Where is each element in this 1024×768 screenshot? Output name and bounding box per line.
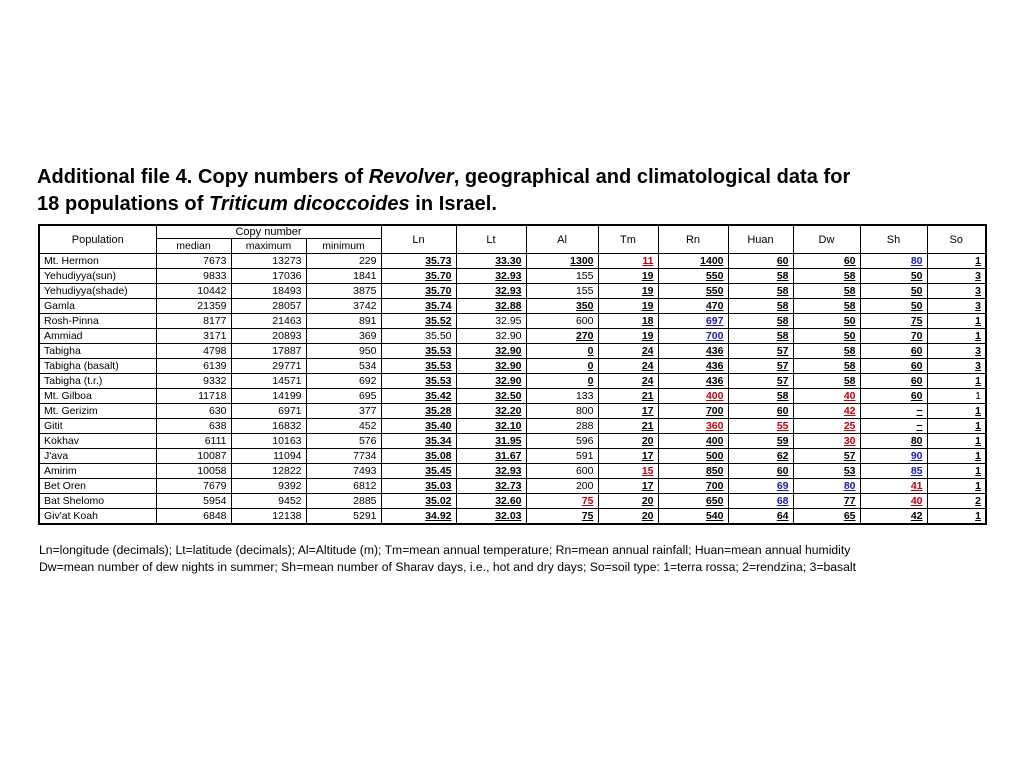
cell-dw: 65 (793, 509, 860, 525)
cell-dw: 58 (793, 284, 860, 299)
cell-huan: 57 (728, 344, 793, 359)
cell-maximum: 21463 (231, 314, 306, 329)
cell-huan: 59 (728, 434, 793, 449)
cell-huan: 60 (728, 464, 793, 479)
cell-al: 600 (526, 314, 598, 329)
cell-minimum: 6812 (306, 479, 381, 494)
cell-al: 75 (526, 509, 598, 525)
cell-sh: 60 (860, 389, 927, 404)
cell-tm: 19 (598, 284, 658, 299)
cell-lt: 32.50 (456, 389, 526, 404)
cell-al: 133 (526, 389, 598, 404)
cell-so: 2 (927, 494, 986, 509)
cell-so: 1 (927, 329, 986, 344)
cell-median: 7679 (156, 479, 231, 494)
cell-dw: 58 (793, 374, 860, 389)
cell-sh: 85 (860, 464, 927, 479)
cell-name: Mt. Gerizim (39, 404, 156, 419)
cell-so: 3 (927, 269, 986, 284)
cell-rn: 1400 (658, 254, 728, 269)
cell-sh: 60 (860, 344, 927, 359)
title-species-element: Revolver (368, 166, 454, 188)
cell-sh: 90 (860, 449, 927, 464)
cell-so: 1 (927, 389, 986, 404)
cell-al: 270 (526, 329, 598, 344)
cell-ln: 35.53 (381, 344, 456, 359)
cell-sh: − (860, 419, 927, 434)
table-row (39, 284, 986, 299)
cell-lt: 32.90 (456, 329, 526, 344)
cell-maximum: 9392 (231, 479, 306, 494)
cell-ln: 35.45 (381, 464, 456, 479)
cell-so: 3 (927, 359, 986, 374)
cell-dw: 58 (793, 299, 860, 314)
cell-sh: 40 (860, 494, 927, 509)
title-species-name: Triticum dicoccoides (209, 193, 410, 215)
cell-median: 11718 (156, 389, 231, 404)
cell-rn: 650 (658, 494, 728, 509)
cell-median: 10058 (156, 464, 231, 479)
cell-rn: 436 (658, 359, 728, 374)
cell-dw: 30 (793, 434, 860, 449)
cell-ln: 35.08 (381, 449, 456, 464)
cell-dw: 53 (793, 464, 860, 479)
title-text-4: in Israel. (409, 193, 497, 215)
cell-dw: 25 (793, 419, 860, 434)
cell-huan: 58 (728, 389, 793, 404)
cell-ln: 35.70 (381, 269, 456, 284)
cell-rn: 700 (658, 329, 728, 344)
cell-maximum: 11094 (231, 449, 306, 464)
cell-name: Tabigha (basalt) (39, 359, 156, 374)
cell-minimum: 5291 (306, 509, 381, 525)
cell-ln: 35.42 (381, 389, 456, 404)
cell-huan: 57 (728, 359, 793, 374)
table-row (39, 449, 986, 464)
cell-lt: 32.95 (456, 314, 526, 329)
table-row (39, 494, 986, 509)
cell-name: Bet Oren (39, 479, 156, 494)
cell-name: Ammiad (39, 329, 156, 344)
cell-tm: 24 (598, 344, 658, 359)
cell-maximum: 13273 (231, 254, 306, 269)
cell-lt: 33.30 (456, 254, 526, 269)
cell-ln: 35.34 (381, 434, 456, 449)
cell-lt: 32.10 (456, 419, 526, 434)
cell-maximum: 16832 (231, 419, 306, 434)
cell-tm: 19 (598, 299, 658, 314)
cell-name: Tabigha (t.r.) (39, 374, 156, 389)
cell-al: 0 (526, 374, 598, 389)
header-sh: Sh (860, 225, 927, 254)
cell-al: 800 (526, 404, 598, 419)
cell-minimum: 2885 (306, 494, 381, 509)
table-row (39, 269, 986, 284)
cell-ln: 35.40 (381, 419, 456, 434)
cell-name: Giv'at Koah (39, 509, 156, 525)
cell-maximum: 14199 (231, 389, 306, 404)
cell-lt: 32.90 (456, 359, 526, 374)
cell-al: 288 (526, 419, 598, 434)
cell-rn: 400 (658, 434, 728, 449)
header-minimum: minimum (306, 239, 381, 254)
cell-tm: 24 (598, 359, 658, 374)
cell-rn: 436 (658, 344, 728, 359)
cell-lt: 32.93 (456, 269, 526, 284)
table-row (39, 359, 986, 374)
cell-tm: 19 (598, 269, 658, 284)
cell-minimum: 576 (306, 434, 381, 449)
cell-median: 4798 (156, 344, 231, 359)
cell-rn: 436 (658, 374, 728, 389)
cell-rn: 540 (658, 509, 728, 525)
cell-median: 8177 (156, 314, 231, 329)
table-row (39, 389, 986, 404)
cell-lt: 32.90 (456, 344, 526, 359)
cell-median: 10087 (156, 449, 231, 464)
cell-median: 21359 (156, 299, 231, 314)
cell-median: 630 (156, 404, 231, 419)
footnote-line-1: Ln=longitude (decimals); Lt=latitude (decimals); Al=Altitude (m); Tm=mean annual temperature; Rn=mean annual rainfall; Huan=mean annual humidity (39, 543, 851, 557)
cell-so: 3 (927, 284, 986, 299)
cell-lt: 32.03 (456, 509, 526, 525)
header-lt: Lt (456, 225, 526, 254)
table-row (39, 374, 986, 389)
cell-rn: 700 (658, 479, 728, 494)
cell-ln: 35.02 (381, 494, 456, 509)
cell-ln: 35.53 (381, 359, 456, 374)
cell-dw: 77 (793, 494, 860, 509)
cell-lt: 32.90 (456, 374, 526, 389)
header-rn: Rn (658, 225, 728, 254)
cell-name: Amirim (39, 464, 156, 479)
cell-rn: 550 (658, 269, 728, 284)
cell-median: 638 (156, 419, 231, 434)
cell-so: 1 (927, 404, 986, 419)
cell-maximum: 29771 (231, 359, 306, 374)
cell-sh: 50 (860, 299, 927, 314)
cell-maximum: 12138 (231, 509, 306, 525)
cell-huan: 58 (728, 284, 793, 299)
cell-sh: 50 (860, 269, 927, 284)
cell-rn: 500 (658, 449, 728, 464)
cell-maximum: 14571 (231, 374, 306, 389)
table-row (39, 314, 986, 329)
cell-lt: 32.20 (456, 404, 526, 419)
cell-minimum: 3742 (306, 299, 381, 314)
cell-name: Bat Shelomo (39, 494, 156, 509)
cell-so: 1 (927, 479, 986, 494)
cell-huan: 58 (728, 299, 793, 314)
cell-al: 600 (526, 464, 598, 479)
footnotes (39, 542, 1019, 576)
table-row (39, 419, 986, 434)
cell-tm: 18 (598, 314, 658, 329)
cell-al: 591 (526, 449, 598, 464)
cell-median: 10442 (156, 284, 231, 299)
cell-lt: 32.93 (456, 284, 526, 299)
header-ln: Ln (381, 225, 456, 254)
cell-tm: 15 (598, 464, 658, 479)
cell-dw: 42 (793, 404, 860, 419)
table-row (39, 434, 986, 449)
header-maximum: maximum (231, 239, 306, 254)
cell-ln: 35.50 (381, 329, 456, 344)
cell-al: 200 (526, 479, 598, 494)
cell-minimum: 452 (306, 419, 381, 434)
cell-ln: 35.74 (381, 299, 456, 314)
cell-dw: 57 (793, 449, 860, 464)
cell-lt: 32.60 (456, 494, 526, 509)
cell-al: 75 (526, 494, 598, 509)
cell-dw: 40 (793, 389, 860, 404)
cell-al: 350 (526, 299, 598, 314)
cell-sh: 60 (860, 374, 927, 389)
cell-minimum: 692 (306, 374, 381, 389)
cell-dw: 58 (793, 269, 860, 284)
cell-rn: 360 (658, 419, 728, 434)
cell-sh: 50 (860, 284, 927, 299)
cell-sh: 70 (860, 329, 927, 344)
title-text: Additional file 4. Copy numbers of (37, 166, 369, 188)
cell-so: 1 (927, 449, 986, 464)
cell-minimum: 229 (306, 254, 381, 269)
cell-lt: 31.67 (456, 449, 526, 464)
cell-maximum: 12822 (231, 464, 306, 479)
cell-huan: 58 (728, 314, 793, 329)
cell-maximum: 6971 (231, 404, 306, 419)
cell-ln: 34.92 (381, 509, 456, 525)
cell-sh: 60 (860, 359, 927, 374)
table-row (39, 404, 986, 419)
cell-ln: 35.70 (381, 284, 456, 299)
cell-al: 155 (526, 269, 598, 284)
cell-name: Yehudiyya(sun) (39, 269, 156, 284)
cell-tm: 11 (598, 254, 658, 269)
cell-huan: 62 (728, 449, 793, 464)
cell-sh: 75 (860, 314, 927, 329)
cell-sh: 80 (860, 434, 927, 449)
header-huan: Huan (728, 225, 793, 254)
table-row (39, 464, 986, 479)
cell-rn: 850 (658, 464, 728, 479)
table-row (39, 254, 986, 269)
cell-so: 1 (927, 509, 986, 525)
cell-tm: 21 (598, 419, 658, 434)
cell-rn: 470 (658, 299, 728, 314)
cell-tm: 20 (598, 434, 658, 449)
cell-median: 6111 (156, 434, 231, 449)
cell-dw: 80 (793, 479, 860, 494)
data-table (38, 224, 987, 525)
table-row (39, 299, 986, 314)
cell-ln: 35.03 (381, 479, 456, 494)
cell-rn: 700 (658, 404, 728, 419)
title-text-3: 18 populations of (37, 193, 210, 215)
cell-tm: 20 (598, 494, 658, 509)
cell-minimum: 891 (306, 314, 381, 329)
cell-name: Mt. Gilboa (39, 389, 156, 404)
header-population: Population (71, 233, 124, 246)
cell-maximum: 9452 (231, 494, 306, 509)
cell-ln: 35.53 (381, 374, 456, 389)
cell-median: 7673 (156, 254, 231, 269)
cell-name: Tabigha (39, 344, 156, 359)
cell-median: 5954 (156, 494, 231, 509)
cell-tm: 20 (598, 509, 658, 525)
cell-al: 1300 (526, 254, 598, 269)
cell-huan: 64 (728, 509, 793, 525)
cell-tm: 24 (598, 374, 658, 389)
cell-ln: 35.28 (381, 404, 456, 419)
cell-name: Kokhav (39, 434, 156, 449)
cell-huan: 58 (728, 329, 793, 344)
cell-huan: 60 (728, 404, 793, 419)
table-row (39, 329, 986, 344)
header-median: median (156, 239, 231, 254)
cell-ln: 35.52 (381, 314, 456, 329)
cell-tm: 17 (598, 449, 658, 464)
cell-minimum: 3875 (306, 284, 381, 299)
cell-maximum: 18493 (231, 284, 306, 299)
cell-minimum: 1841 (306, 269, 381, 284)
cell-name: J'ava (39, 449, 156, 464)
cell-maximum: 17036 (231, 269, 306, 284)
cell-minimum: 950 (306, 344, 381, 359)
cell-minimum: 695 (306, 389, 381, 404)
cell-dw: 60 (793, 254, 860, 269)
cell-huan: 58 (728, 269, 793, 284)
cell-name: Gamla (39, 299, 156, 314)
cell-tm: 17 (598, 479, 658, 494)
cell-minimum: 7493 (306, 464, 381, 479)
cell-huan: 57 (728, 374, 793, 389)
header-dw: Dw (793, 225, 860, 254)
cell-sh: 42 (860, 509, 927, 525)
table-row (39, 509, 986, 525)
cell-al: 0 (526, 359, 598, 374)
footnote-line-2: Dw=mean number of dew nights in summer; Sh=mean number of Sharav days, i.e., hot and dry days; So=soil type: 1=terra rossa; 2=rendzina; 3=basalt (39, 560, 857, 574)
cell-so: 1 (927, 419, 986, 434)
cell-al: 0 (526, 344, 598, 359)
cell-al: 596 (526, 434, 598, 449)
cell-maximum: 28057 (231, 299, 306, 314)
cell-so: 1 (927, 314, 986, 329)
cell-huan: 69 (728, 479, 793, 494)
document-title (37, 164, 997, 218)
cell-rn: 400 (658, 389, 728, 404)
cell-median: 9833 (156, 269, 231, 284)
cell-name: Yehudiyya(shade) (39, 284, 156, 299)
cell-tm: 17 (598, 404, 658, 419)
header-so: So (927, 225, 986, 254)
cell-huan: 60 (728, 254, 793, 269)
cell-maximum: 10163 (231, 434, 306, 449)
cell-sh: 41 (860, 479, 927, 494)
cell-al: 155 (526, 284, 598, 299)
cell-dw: 50 (793, 329, 860, 344)
cell-so: 1 (927, 464, 986, 479)
cell-so: 1 (927, 254, 986, 269)
cell-median: 6139 (156, 359, 231, 374)
cell-dw: 58 (793, 344, 860, 359)
title-text-2: , geographical and climatological data for (453, 166, 851, 188)
cell-sh: 80 (860, 254, 927, 269)
cell-so: 3 (927, 344, 986, 359)
cell-huan: 55 (728, 419, 793, 434)
cell-name: Mt. Hermon (39, 254, 156, 269)
table-body (39, 254, 986, 525)
cell-dw: 50 (793, 314, 860, 329)
cell-median: 9332 (156, 374, 231, 389)
cell-so: 1 (927, 434, 986, 449)
cell-minimum: 369 (306, 329, 381, 344)
cell-median: 6848 (156, 509, 231, 525)
cell-so: 1 (927, 374, 986, 389)
cell-maximum: 17887 (231, 344, 306, 359)
cell-minimum: 377 (306, 404, 381, 419)
cell-rn: 550 (658, 284, 728, 299)
cell-name: Gitit (39, 419, 156, 434)
cell-tm: 21 (598, 389, 658, 404)
cell-huan: 68 (728, 494, 793, 509)
cell-rn: 697 (658, 314, 728, 329)
table-row (39, 344, 986, 359)
cell-name: Rosh-Pinna (39, 314, 156, 329)
cell-tm: 19 (598, 329, 658, 344)
cell-dw: 58 (793, 359, 860, 374)
cell-lt: 31.95 (456, 434, 526, 449)
cell-median: 3171 (156, 329, 231, 344)
cell-minimum: 7734 (306, 449, 381, 464)
cell-ln: 35.73 (381, 254, 456, 269)
cell-lt: 32.93 (456, 464, 526, 479)
cell-maximum: 20893 (231, 329, 306, 344)
table-row (39, 479, 986, 494)
cell-lt: 32.73 (456, 479, 526, 494)
cell-sh: − (860, 404, 927, 419)
cell-so: 3 (927, 299, 986, 314)
header-tm: Tm (598, 225, 658, 254)
cell-lt: 32.88 (456, 299, 526, 314)
header-al: Al (526, 225, 598, 254)
cell-minimum: 534 (306, 359, 381, 374)
header-copy-number: Copy number (156, 225, 381, 239)
